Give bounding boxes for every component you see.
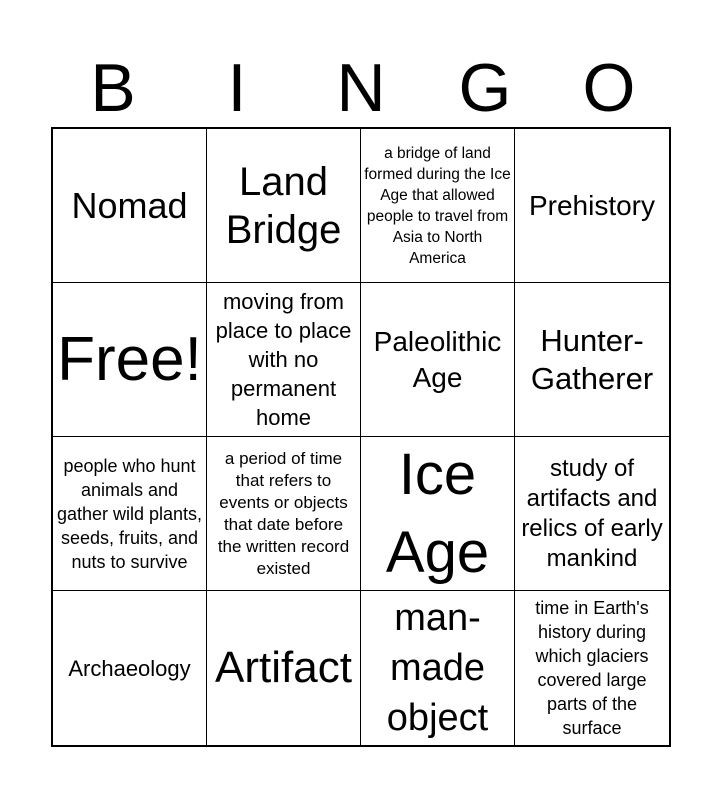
bingo-cell-r1c3[interactable] [361,129,515,283]
bingo-cell-r3c1[interactable] [53,437,207,591]
header-letter-i: I [227,50,247,126]
header-letter-n: N [336,50,386,126]
free-space-text: Free! [57,324,202,394]
bingo-cell-r2c1[interactable] [53,283,207,437]
bingo-cell-r1c1[interactable] [53,129,207,283]
bingo-cell-r2c2[interactable] [207,283,361,437]
cell-text: study of artifacts and relics of early mankind [521,454,663,572]
cell-text: Hunter-Gatherer [530,322,654,396]
bingo-cell-r3c2[interactable] [207,437,361,591]
cell-text: Paleolithic Age [373,325,502,393]
cell-text: people who hunt animals and gather wild plants, seeds, fruits, and nuts to survive [56,455,203,572]
cell-text: a bridge of land formed during the Ice Age that allowed people to travel from Asia to North America [364,144,511,267]
bingo-cell-r4c2[interactable] [207,591,361,745]
bingo-cell-r3c3[interactable] [361,437,515,591]
cell-text: Land Bridge [225,159,342,252]
cell-text: a period of time that refers to events or objects that date before the written record existed [217,448,350,578]
bingo-cell-r1c2[interactable] [207,129,361,283]
cell-text: moving from place to place with no permanent home [215,289,352,430]
header-letter-o: O [582,50,636,126]
header-letter-b: B [90,50,136,126]
bingo-cell-r3c4[interactable] [515,437,669,591]
bingo-cell-r2c4[interactable] [515,283,669,437]
header-letter-g: G [458,50,512,126]
cell-text: Prehistory [528,189,656,221]
cell-text: Archaeology [68,655,191,681]
bingo-cell-r4c4[interactable] [515,591,669,745]
bingo-board [51,127,671,747]
bingo-cell-r4c1[interactable] [53,591,207,745]
cell-text: time in Earth's history during which glaciers covered large parts of the surface [535,598,649,738]
bingo-cell-r4c3[interactable] [361,591,515,745]
bingo-cell-r2c3[interactable] [361,283,515,437]
bingo-cell-r1c4[interactable] [515,129,669,283]
cell-text: man-made object [386,597,489,739]
cell-text: Nomad [71,184,188,226]
cell-text: Artifact [215,643,352,692]
cell-text: Ice Age [385,441,490,585]
bingo-header [51,48,671,128]
